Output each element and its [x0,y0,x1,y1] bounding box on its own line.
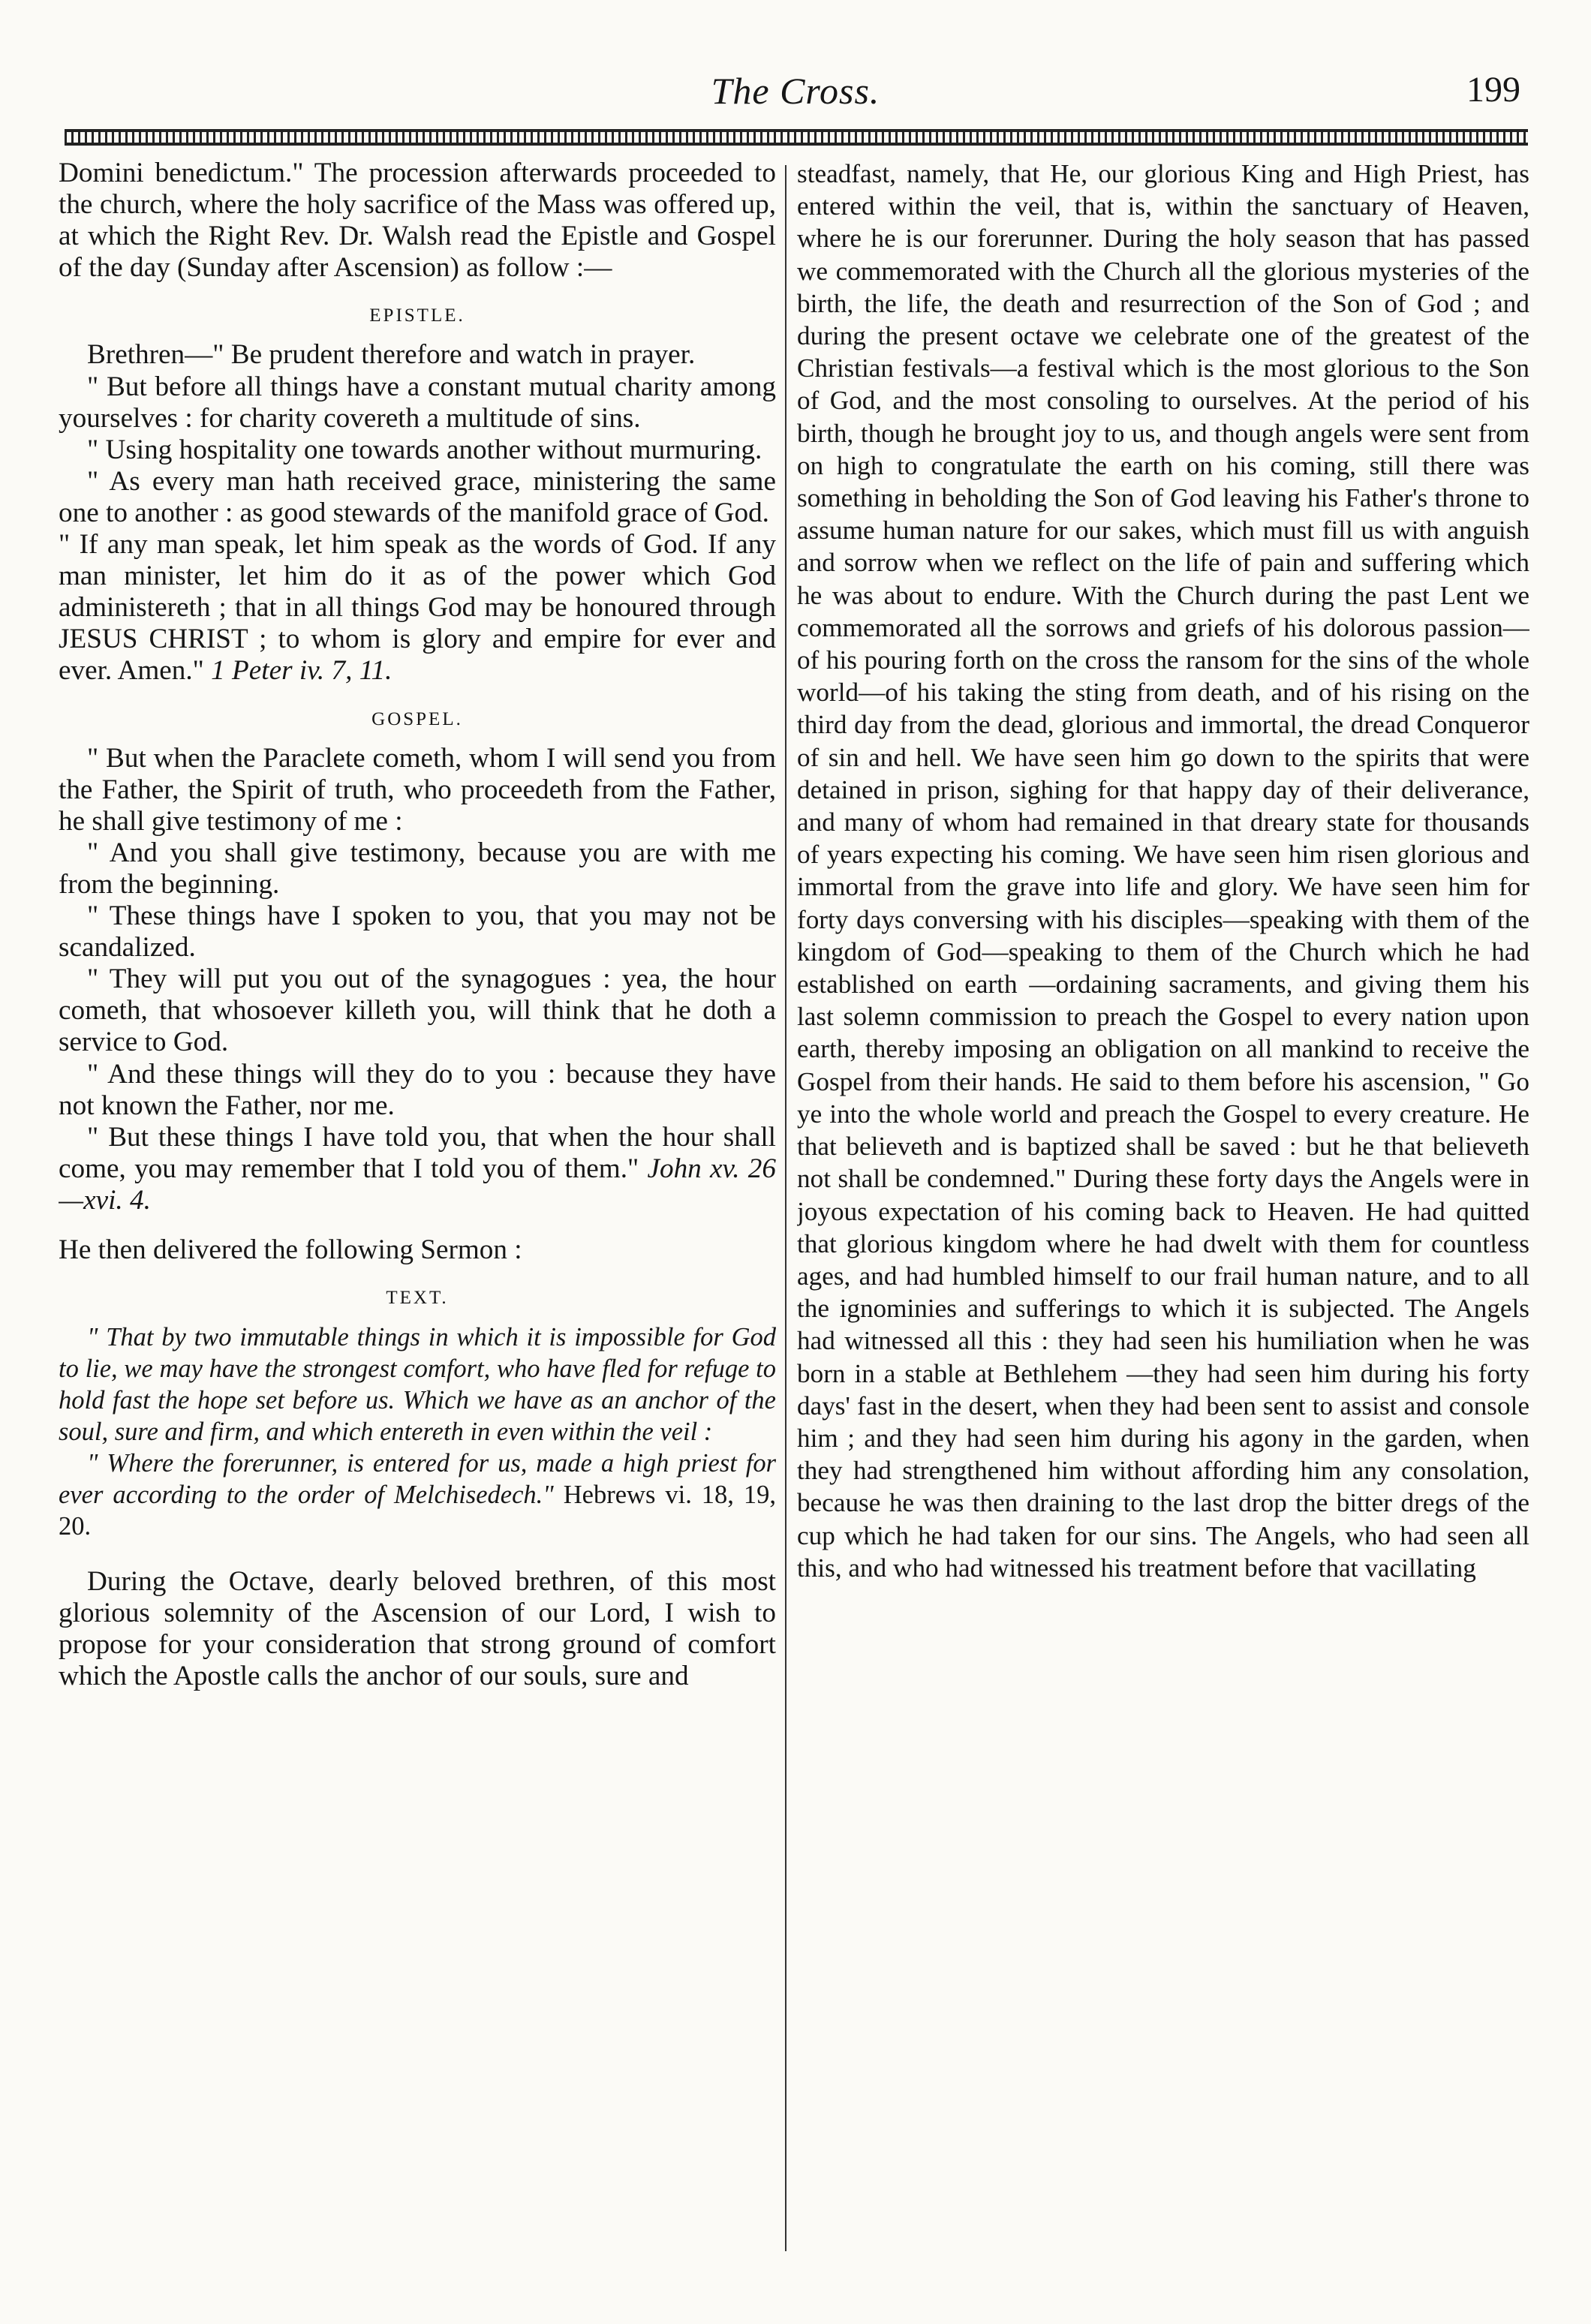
header-rule [65,129,1528,146]
page-number: 199 [1466,70,1520,110]
epistle-paragraph [59,529,776,687]
gospel-paragraph: " These things have I spoken to you, that you may not be scandalized. [59,900,776,964]
gospel-paragraph: " They will put you out of the synagogues : yea, the hour cometh, that whosoever killeth you, will think that he doth a service to God. [59,964,776,1058]
running-title: The Cross. [711,70,880,112]
gospel-final-text: " But these things I have told you, that when the hour shall come, you may remember that I told you of them." [59,1121,776,1184]
text-quote-2: " Where the forerunner, is entered for us, made a high priest for ever according to the order of Melchisedech." [59,1449,776,1510]
gospel-paragraph: " But when the Paraclete cometh, whom I will send you from the Father, the Spirit of truth, who proceedeth from the Father, he shall give testimony of me : [59,742,776,837]
spacer [59,1216,776,1234]
left-column [59,158,776,2289]
epistle-paragraph: Brethren—" Be prudent therefore and watch in prayer. [87,339,696,371]
text-quote [59,1448,776,1542]
gospel-paragraph: " And these things will they do to you : because they have not known the Father, nor me. [59,1058,776,1121]
text-quote: " That by two immutable things in which it is impossible for God to lie, we may have the strongest comfort, who have fled for refuge to hold fast the hope set before us. Which we have as an anchor of the soul, sure and firm, and which entereth in even within the veil : [59,1323,776,1447]
sermon-intro: He then delivered the following Sermon : [59,1234,522,1265]
epistle-paragraph: " Using hospitality one towards another without murmuring. [87,434,762,465]
gospel-heading: GOSPEL. [371,708,463,729]
text-citation: Hebrews vi. 18, 19, 20. [59,1481,776,1541]
intro-paragraph: Domini benedictum." The procession afterwards proceeded to the church, where the holy sacrifice of the Mass was offered up, at which the Right Rev. Dr. Walsh read the Epistle and Gospel of the day (Sunday after Ascension) as follow :— [59,158,776,284]
right-column [797,158,1529,2289]
sermon-opening: During the Octave, dearly beloved brethren, of this most glorious solemnity of the Ascension of our Lord, I wish to propose for your consideration that strong ground of comfort which the Apostle calls the anchor of our souls, sure and [59,1566,776,1692]
text-heading: TEXT. [386,1288,449,1309]
epistle-citation: 1 Peter iv. 7, 11. [211,655,392,687]
gospel-citation: John xv. 26—xvi. 4. [59,1153,776,1216]
epistle-heading: EPISTLE. [369,305,465,326]
sermon-continuation: steadfast, namely, that He, our glorious King and High Priest, has entered within the veil, that is, within the sanctuary of Heaven, where he is our forerunner. During the holy season that has passed we commemorated with the Church all the glorious mysteries of the birth, the life, the death and resurrection of the Son of God ; and during the present octave we celebrate one of the greatest of the Christian festivals—a festival which is the most glorious to the Son of God, and the most consoling to ourselves. At the period of his birth, though he brought joy to us, and though angels were sent from on high to congratulate the earth on his coming, still there was something in beholding the Son of God leaving his Father's throne to assume human nature for our sakes, which must fill us with anguish and sorrow when we reflect on the life of pain and suffering which he was about to endure. With the Church during the past Lent we commemorated all the sorrows and griefs of his dolorous passion—of his pouring forth on the cross the ransom for the sins of the whole world—of his taking the sting from death, and of his rising on the third day from the dead, glorious and immortal, the dread Conqueror of sin and hell. We have seen him go down to the spirits that were detained in prison, sighing for that happy day of their deliverance, and many of whom had remained in that dreary state for thousands of years expecting his coming. We have seen him risen glorious and immortal from the grave into life and glory. We have seen him for forty days conversing with his disciples—speaking with them of the kingdom of God—speaking to them of the Church which he had established on earth —ordaining sacraments, and giving them his last solemn commission to preach the Gospel to every nation upon earth, thereby imposing an obligation on all mankind to receive the Gospel from their hands. He said to them before his ascension, " Go ye into the whole world and preach the Gospel to every creature. He that believeth and is baptized shall be saved : but he that believeth not shall be condemned." During these forty days the Angels were in joyous expectation of his coming back to Heaven. He had quitted that glorious kingdom where he had dwelt with them for countless ages, and had humbled himself to our frail human nature, and to all the ignominies and sufferings to which it is subjected. The Angels had witnessed all this : they had seen his humiliation when he was born in a stable at Bethlehem —they had seen him during his forty days' fast in the desert, when they had been sent to assist and console him ; and they had seen him during his agony in the garden, when they had strengthened him without affording him any consolation, because he was then draining to the last drop the bitter dregs of the cup which he had taken for our sins. The Angels, who had seen all this, and who had witnessed his treatment before that vacillating [797,159,1529,1583]
gospel-paragraph [59,1122,776,1216]
column-divider [785,165,786,2251]
epistle-final-text: " If any man speak, let him speak as the words of God. If any man minister, let him do it as of the power which God administereth ; that in all things God may be honoured through JESUS CHRIST ; to whom is glory and empire for ever and ever. Amen." [59,529,776,687]
epistle-paragraph: " But before all things have a constant mutual charity among yourselves : for charity covereth a multitude of sins. [59,371,776,434]
page-header [60,69,1531,122]
gospel-paragraph: " And you shall give testimony, because you are with me from the beginning. [59,837,776,900]
epistle-paragraph: " As every man hath received grace, ministering the same one to another : as good stewards of the manifold grace of God. [59,465,776,528]
